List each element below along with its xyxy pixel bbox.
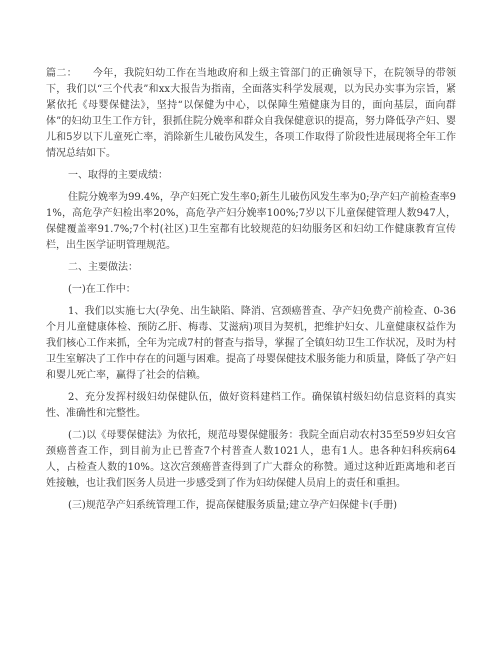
intro-paragraph: 篇二： 今年，我院妇幼工作在当地政府和上级主管部门的正确领导下，在院领导的带领下，我们以“三个代表”和xx大报告为指南，全面落实科学发展观，以为民办实事为宗旨，紧紧依托《母婴保健法》，坚持“以保健为中心，以保障生殖健康为目的，面向基层，面向群体”的妇幼卫生工作方针，狠抓住院分娩率和群众自我保健意识的提高，努力降低孕产妇、婴儿和5岁以下儿童死亡率，消除新生儿破伤风发生，各项工作取得了阶段性进展现将全年工作情况总结如下。	[46, 68, 456, 159]
section-heading-methods: 二、主要做法：	[68, 262, 138, 273]
method-paragraph-1: 1、我们以实施七大(孕免、出生缺陷、降消、宫颈癌普查、孕产妇免费产前检查、0-36个月儿童健康体检、预防乙肝、梅毒、艾滋病)项目为契机，把维护妇女、儿童健康权益作为我们核心工作来抓，全年为完成7村的督查与指导，掌握了全镇妇幼卫生工作状况，及时为村卫生室解决了工作中存在的问题与困难。提高了母婴保健技术服务能力和质量，降低了孕产妇和婴儿死亡率，赢得了社会的信赖。	[46, 306, 456, 381]
subsection-heading-work: (一)在工作中：	[68, 284, 136, 295]
method-paragraph-3: (二)以《母婴保健法》为依托，规范母婴保健服务：我院全面启动农村35至59岁妇女宫颈癌普查工作，到目前为止已普查7个村普查人数1021人，患有1人。患各种妇科疾病64人，占检查人数的10%。这次宫颈癌普查得到了广大群众的称赞。通过这种近距离地和老百姓接触，也让我们医务人员进一步感受到了作为妇幼保健人员肩上的责任和重担。	[46, 430, 456, 489]
section-heading-achievements: 一、取得的主要成绩：	[68, 170, 168, 181]
achievements-paragraph: 住院分娩率为99.4%，孕产妇死亡发生率0;新生儿破伤风发生率为0;孕产妇产前检查率91%，高危孕产妇检出率20%，高危孕产妇分娩率100%;7岁以下儿童保健管理人数947人，保健覆盖率91.7%;7个村(社区)卫生室都有比较规范的妇幼服务区和妇幼工作健康教育宣传栏，出生医学证明管理规范。	[46, 192, 456, 251]
method-paragraph-2: 2、充分发挥村级妇幼保健队伍，做好资料建档工作。确保镇村级妇幼信息资料的真实性、准确性和完整性。	[46, 392, 456, 419]
method-paragraph-4: (三)规范孕产妇系统管理工作，提高保健服务质量;建立孕产妇保健卡(手册)	[68, 500, 397, 511]
